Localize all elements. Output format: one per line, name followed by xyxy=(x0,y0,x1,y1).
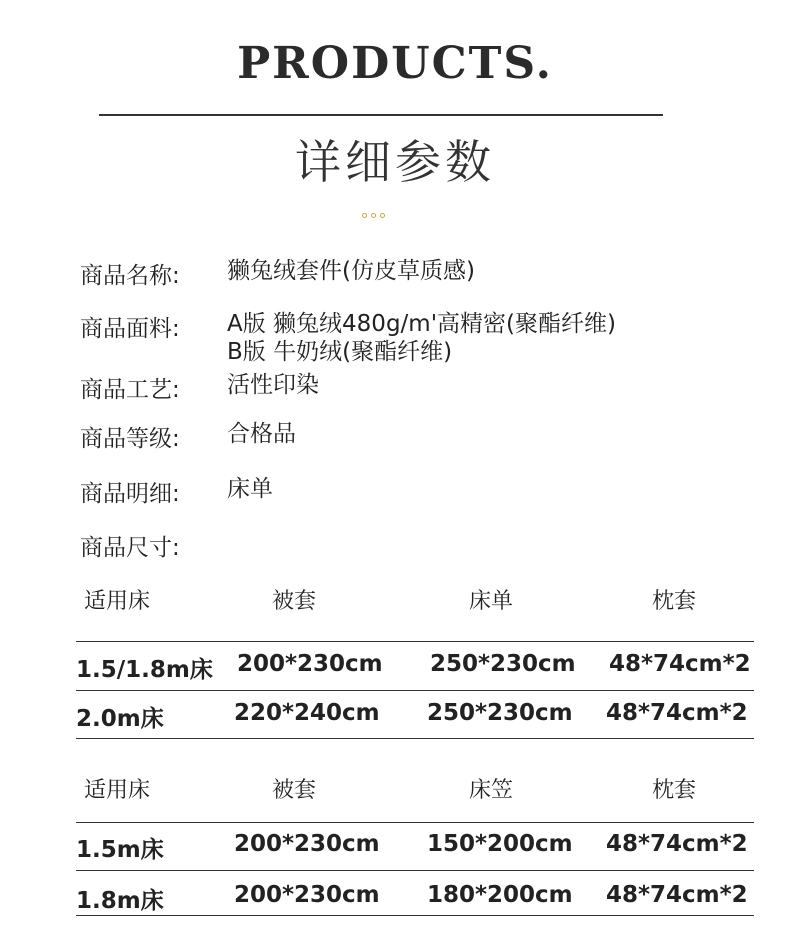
table-header-cell: 枕套 xyxy=(652,778,697,803)
spec-value-secondary: B版 牛奶绒(聚酯纤维) xyxy=(227,339,453,365)
table-cell: 250*230cm xyxy=(427,700,573,726)
spec-value: 獭兔绒套件(仿皮草质感) xyxy=(227,258,475,284)
dot-icon xyxy=(371,213,376,218)
table-cell: 180*200cm xyxy=(427,882,573,908)
table-cell: 48*74cm*2 xyxy=(606,700,748,726)
table-header-cell: 被套 xyxy=(272,589,317,614)
spec-value: 合格品 xyxy=(227,421,296,447)
spec-label: 商品等级: xyxy=(80,426,180,452)
dot-icon xyxy=(380,213,385,218)
spec-value: A版 獭兔绒480g/m'高精密(聚酯纤维) xyxy=(227,311,616,337)
title-divider xyxy=(99,114,663,116)
section-subtitle: 详细参数 xyxy=(295,135,495,189)
table-divider xyxy=(76,915,754,916)
spec-row-size xyxy=(80,529,227,562)
spec-row-grade xyxy=(80,420,296,453)
table-divider xyxy=(76,738,754,739)
table-cell: 250*230cm xyxy=(430,651,576,677)
table-header-cell: 床笠 xyxy=(469,778,514,803)
table-header-cell: 被套 xyxy=(272,778,317,803)
spec-row-process xyxy=(80,371,319,404)
table-cell: 1.5m床 xyxy=(76,837,164,863)
page-title: PRODUCTS. xyxy=(237,38,553,89)
table-cell: 150*200cm xyxy=(427,831,573,857)
table-cell: 48*74cm*2 xyxy=(606,831,748,857)
table-header-cell: 适用床 xyxy=(84,589,151,614)
spec-row-name xyxy=(80,257,475,290)
table-divider xyxy=(76,870,754,871)
table-cell: 48*74cm*2 xyxy=(609,651,751,677)
table-divider xyxy=(76,690,754,691)
table-cell: 1.8m床 xyxy=(76,888,164,914)
table-cell: 220*240cm xyxy=(234,700,380,726)
spec-value: 床单 xyxy=(227,476,273,502)
table-cell: 200*230cm xyxy=(237,651,383,677)
table-header-cell: 床单 xyxy=(469,589,514,614)
spec-value: 活性印染 xyxy=(227,372,319,398)
table-divider xyxy=(76,641,754,642)
table-header-cell: 枕套 xyxy=(652,589,697,614)
spec-label: 商品尺寸: xyxy=(80,535,180,561)
spec-row-fabric xyxy=(80,310,616,366)
table-header-cell: 适用床 xyxy=(84,778,151,803)
spec-label: 商品名称: xyxy=(80,263,180,289)
table-cell: 200*230cm xyxy=(234,831,380,857)
spec-row-detail xyxy=(80,475,273,508)
spec-label: 商品工艺: xyxy=(80,377,180,403)
table-cell: 200*230cm xyxy=(234,882,380,908)
spec-label: 商品明细: xyxy=(80,481,180,507)
table-cell: 1.5/1.8m床 xyxy=(76,657,213,683)
spec-value-group xyxy=(227,310,616,366)
table-divider xyxy=(76,822,754,823)
spec-label: 商品面料: xyxy=(80,316,180,342)
table-cell: 2.0m床 xyxy=(76,706,164,732)
table-cell: 48*74cm*2 xyxy=(606,882,748,908)
decorative-dots xyxy=(362,213,385,218)
dot-icon xyxy=(362,213,367,218)
